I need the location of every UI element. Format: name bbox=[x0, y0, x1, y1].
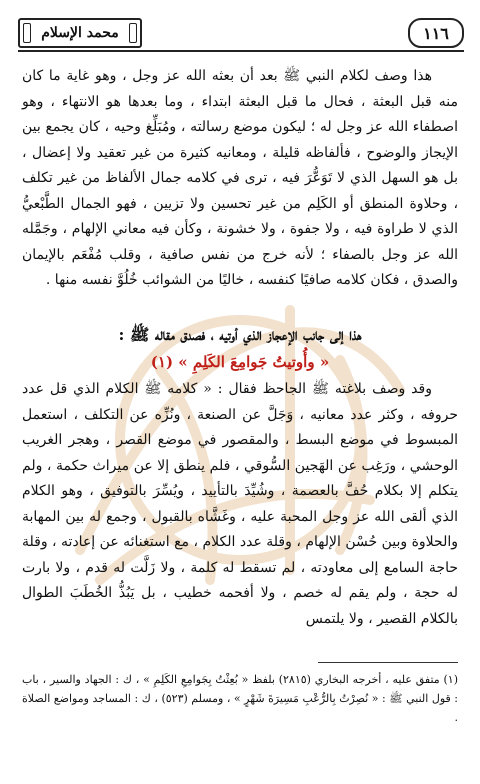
hadith-quote-heading: « وأُوتيتُ جَوامِعَ الكَلِمِ » (١) bbox=[150, 353, 330, 371]
footnote-divider bbox=[318, 662, 458, 663]
footnote-1: (١) متفق عليه ، أخرجه البخاري (٢٨١٥) بلفظ « بُعِثْتُ بِجَوامِعِ الكَلِمِ » ، ك : الجهاد والسير ، باب : قول النبي ﷺ : « نُصِرْتُ بِالرُّعْبِ مَسِيرَةَ شَهْرٍ » ، ومسلم (٥٢٣) ، ك : المساجد ومواضع الصلاة . bbox=[22, 673, 458, 724]
footnotes bbox=[22, 670, 458, 727]
page-header bbox=[18, 14, 464, 52]
paragraph-1 bbox=[22, 64, 458, 294]
page-number: ١١٦ bbox=[408, 18, 464, 48]
paragraph-1-text: هذا وصف لكلام النبي ﷺ بعد أن بعثه الله عز وجل ، وهو غاية ما كان منه قبل البعثة ، فحال ما قبل البعثة ابتداء ، وما بعدها هو الانتهاء ، وهو اصطفاء الله عز وجل له ؛ ليكون موضع رسالته ، ومُبَلِّغ وحيه ، كان يجمع بين الإيجاز والوضوح ، فألفاظه قليلة ، ومعانيه كثيرة من غير تعقيد ولا إعضال ، بل هو السهل الذي لا تَوَعُّرَ فيه ، ترى في كلامه جمال الألفاظ من غير تكلف ، وحلاوة المنطق أو الكَلِم من غير تحسين ولا تزيين ، فهو الجمال الطَّبْعيُّ الذي لا طراوة فيه ، ولا جفوة ، ولا خشونة ، وكأن فيه معاني الإلهام ، وجَمَّله الله عز وجل بالصفاء ؛ لأنه خرج من نفس صافية ، وقلب مُفْعَم بالإيمان والصدق ، فكان كلامه صافيًا كنفسه ، خاليًا من الشوائب خُلُوَّ نفسه منها . bbox=[22, 68, 458, 288]
book-title: محمد الإسلام bbox=[18, 18, 142, 48]
section-heading: هذا إلى جانب الإعجاز الذي أوتيه ، فصدق مقاله ﷺ : bbox=[118, 325, 362, 344]
paragraph-2-text: وقد وصف بلاغته ﷺ الجاحظ فقال : « كلامه ﷺ الكلام الذي قل عدد حروفه ، وكثر عدد معانيه ، وَجَلَّ عن الصنعة ، ونُزِّه عن التكلف ، استعمل المبسوط في موضع البسط ، والمقصور في موضع القصر ، وهجر الغريب الوحشي ، ورَغِب عن الهَجين السُّوقي ، فلم ينطق إلا عن ميراث حكمة ، ولم يتكلم إلا بكلام حُفَّ بالعصمة ، وشُيِّدَ بالتأييد ، ويُسِّرَ بالتوفيق ، وهو الكلام الذي ألقى الله عز وجل المحبة عليه ، وغَشَّاه بالقبول ، وجمع له بين المهابة والحلاوة وبين حُسْن الإلهام ، وقلة عدد الكلام ، مع استغنائه عن إعادته ، وقلة حاجة السامع إلى معاودته ، لم تسقط له كلمة ، ولا زَلَّت له قدم ، ولا بارت له حجة ، ولم يقم له خصم ، ولا أفحمه خطيب ، بل يَبُذُّ الخُطَبَ الطوال بالكلام القصير ، ولا يلتمس bbox=[22, 381, 458, 627]
paragraph-2 bbox=[22, 377, 458, 632]
